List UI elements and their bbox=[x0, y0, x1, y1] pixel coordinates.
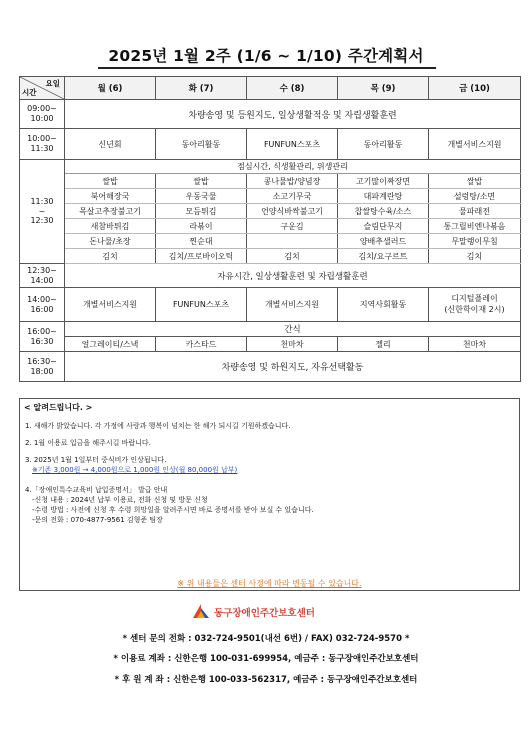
activity-departure: 차량송영 및 하원지도, 자유선택활동 bbox=[65, 352, 521, 382]
activity-wed: FUNFUN스포츠 bbox=[247, 129, 338, 160]
menu-item: 통그릴비엔나볶음 bbox=[429, 219, 521, 234]
menu-item: 구운김 bbox=[247, 219, 338, 234]
menu-item: 찐순대 bbox=[156, 234, 247, 249]
menu-item: 우동국물 bbox=[156, 189, 247, 204]
notice-item-4-c: -문의 전화 : 070-4877-9561 김형준 팀장 bbox=[32, 516, 163, 524]
menu-item: 돈나물/초장 bbox=[65, 234, 156, 249]
corner-time-label: 시간 bbox=[22, 88, 37, 97]
notice-item-3: 3. 2025년 1월 1일부터 중식비가 인상됩니다. bbox=[25, 456, 167, 464]
notice-warning: ※ 위 내용들은 센터 사정에 따라 변동될 수 있습니다. bbox=[177, 579, 362, 588]
snack-row bbox=[20, 337, 521, 352]
menu-item: 라볶이 bbox=[156, 219, 247, 234]
menu-row bbox=[20, 234, 521, 249]
menu-item: 쌀밥 bbox=[65, 174, 156, 189]
menu-item: 대파계란탕 bbox=[338, 189, 429, 204]
menu-row bbox=[20, 189, 521, 204]
time-1130: 11:30 ~ 12:30 bbox=[20, 160, 65, 264]
snack-item: 얼그레이티/스낵 bbox=[65, 337, 156, 352]
header-row bbox=[20, 77, 521, 100]
menu-item: 무말랭이무침 bbox=[429, 234, 521, 249]
schedule-table bbox=[19, 76, 521, 382]
menu-item: 슬림단무지 bbox=[338, 219, 429, 234]
menu-item: 북어해장국 bbox=[65, 189, 156, 204]
day-thu: 목 (9) bbox=[338, 77, 429, 100]
menu-row bbox=[20, 204, 521, 219]
menu-item: 김치/프로바이오틱 bbox=[156, 249, 247, 264]
afternoon-wed: 개별서비스지원 bbox=[247, 288, 338, 322]
menu-item: 콩나물밥/양념장 bbox=[247, 174, 338, 189]
afternoon-fri bbox=[429, 288, 521, 322]
snack-item: 천마차 bbox=[429, 337, 521, 352]
menu-item: 고기많이짜장면 bbox=[338, 174, 429, 189]
menu-item: 김치 bbox=[429, 249, 521, 264]
menu-item: 김치 bbox=[247, 249, 338, 264]
footer-donation-account: * 후 원 계 좌 : 신한은행 100-033-562317, 예금주 : 동구장애인주간보호센터 bbox=[114, 675, 418, 685]
menu-item: 물파래전 bbox=[429, 204, 521, 219]
row-0900 bbox=[20, 100, 521, 129]
activity-thu: 동아리활동 bbox=[338, 129, 429, 160]
notice-item-2: 2. 1월 이용료 입금을 해주시길 바랍니다. bbox=[25, 439, 151, 447]
corner-day-label: 요일 bbox=[45, 79, 60, 88]
time-1230: 12:30~ 14:00 bbox=[20, 264, 65, 288]
menu-item: 새참바튀김 bbox=[65, 219, 156, 234]
corner-cell bbox=[20, 77, 65, 100]
day-mon: 월 (6) bbox=[65, 77, 156, 100]
row-1600-title bbox=[20, 322, 521, 337]
lunch-title: 점심시간, 식생활관리, 위생관리 bbox=[65, 160, 521, 174]
menu-item: 쌀밥 bbox=[429, 174, 521, 189]
afternoon-thu: 지역사회활동 bbox=[338, 288, 429, 322]
activity-mon: 신년회 bbox=[65, 129, 156, 160]
row-1130-title bbox=[20, 160, 521, 174]
notice-item-4: 4.「장애인특수교육비 납입증명서」 발급 안내 bbox=[25, 486, 168, 494]
day-wed: 수 (8) bbox=[247, 77, 338, 100]
notice-item-1: 1. 새해가 밝았습니다. 각 가정에 사랑과 행복이 넘치는 한 해가 되시길 기원하겠습니다. bbox=[25, 422, 291, 430]
menu-item: 모듬튀김 bbox=[156, 204, 247, 219]
page-title: 2025년 1월 2주 (1/6 ~ 1/10) 주간계획서 bbox=[108, 47, 424, 65]
menu-row bbox=[20, 249, 521, 264]
notice-item-3-detail: ※기존 3,000원 → 4,000원으로 1,000원 인상(월 80,000원 납부) bbox=[32, 466, 238, 474]
notice-box bbox=[19, 398, 520, 591]
notice-heading: < 알려드립니다. > bbox=[24, 403, 93, 412]
row-1400 bbox=[20, 288, 521, 322]
menu-item: 쌀밥 bbox=[156, 174, 247, 189]
time-1630: 16:30~ 18:00 bbox=[20, 352, 65, 382]
row-1630 bbox=[20, 352, 521, 382]
activity-morning: 차량송영 및 등원지도, 일상생활적응 및 자립생활훈련 bbox=[65, 100, 521, 129]
row-1230 bbox=[20, 264, 521, 288]
title-underline bbox=[98, 67, 436, 69]
footer-fee-account: * 이용료 계좌 : 신한은행 100-031-699954, 예금주 : 동구장애인주간보호센터 bbox=[113, 654, 419, 664]
menu-item: 소고기무국 bbox=[247, 189, 338, 204]
snack-title: 간식 bbox=[65, 322, 521, 337]
center-logo bbox=[192, 603, 342, 621]
menu-item: 김치/요구르트 bbox=[338, 249, 429, 264]
day-tue: 화 (7) bbox=[156, 77, 247, 100]
time-1400: 14:00~ 16:00 bbox=[20, 288, 65, 322]
snack-item: 젤리 bbox=[338, 337, 429, 352]
afternoon-fri-sub: (신한학이재 2시) bbox=[444, 304, 505, 314]
activity-fri: 개별서비스지원 bbox=[429, 129, 521, 160]
time-0900: 09:00~ 10:00 bbox=[20, 100, 65, 129]
menu-item bbox=[247, 234, 338, 249]
menu-item: 양배추샐러드 bbox=[338, 234, 429, 249]
activity-free-time: 자유시간, 일상생활훈련 및 자립생활훈련 bbox=[65, 264, 521, 288]
notice-item-4-b: -수령 방법 : 사전에 신청 후 수령 희망일을 알려주시면 바로 증명서를 받아 보실 수 있습니다. bbox=[32, 506, 314, 514]
menu-item: 김치 bbox=[65, 249, 156, 264]
menu-item: 언양식바싹불고기 bbox=[247, 204, 338, 219]
logo-icon bbox=[192, 603, 210, 619]
menu-item: 찹쌀탕수육/소스 bbox=[338, 204, 429, 219]
snack-item: 카스타드 bbox=[156, 337, 247, 352]
menu-item: 목살고추장불고기 bbox=[65, 204, 156, 219]
snack-item: 천마차 bbox=[247, 337, 338, 352]
time-1000: 10:00~ 11:30 bbox=[20, 129, 65, 160]
day-fri: 금 (10) bbox=[429, 77, 521, 100]
menu-row bbox=[20, 174, 521, 189]
afternoon-fri-main: 디지털플레이 bbox=[451, 293, 498, 303]
time-1600: 16:00~ 16:30 bbox=[20, 322, 65, 352]
afternoon-tue: FUNFUN스포츠 bbox=[156, 288, 247, 322]
row-1000 bbox=[20, 129, 521, 160]
menu-item: 설렁탕/소면 bbox=[429, 189, 521, 204]
notice-item-4-a: -신청 내용 : 2024년 납부 이용료, 전화 신청 및 방문 신청 bbox=[32, 496, 208, 504]
afternoon-mon: 개별서비스지원 bbox=[65, 288, 156, 322]
menu-row bbox=[20, 219, 521, 234]
activity-tue: 동아리활동 bbox=[156, 129, 247, 160]
logo-text: 동구장애인주간보호센터 bbox=[214, 608, 315, 619]
footer-contact: * 센터 문의 전화 : 032-724-9501(내선 6번) / FAX) 032-724-9570 * bbox=[122, 634, 410, 644]
